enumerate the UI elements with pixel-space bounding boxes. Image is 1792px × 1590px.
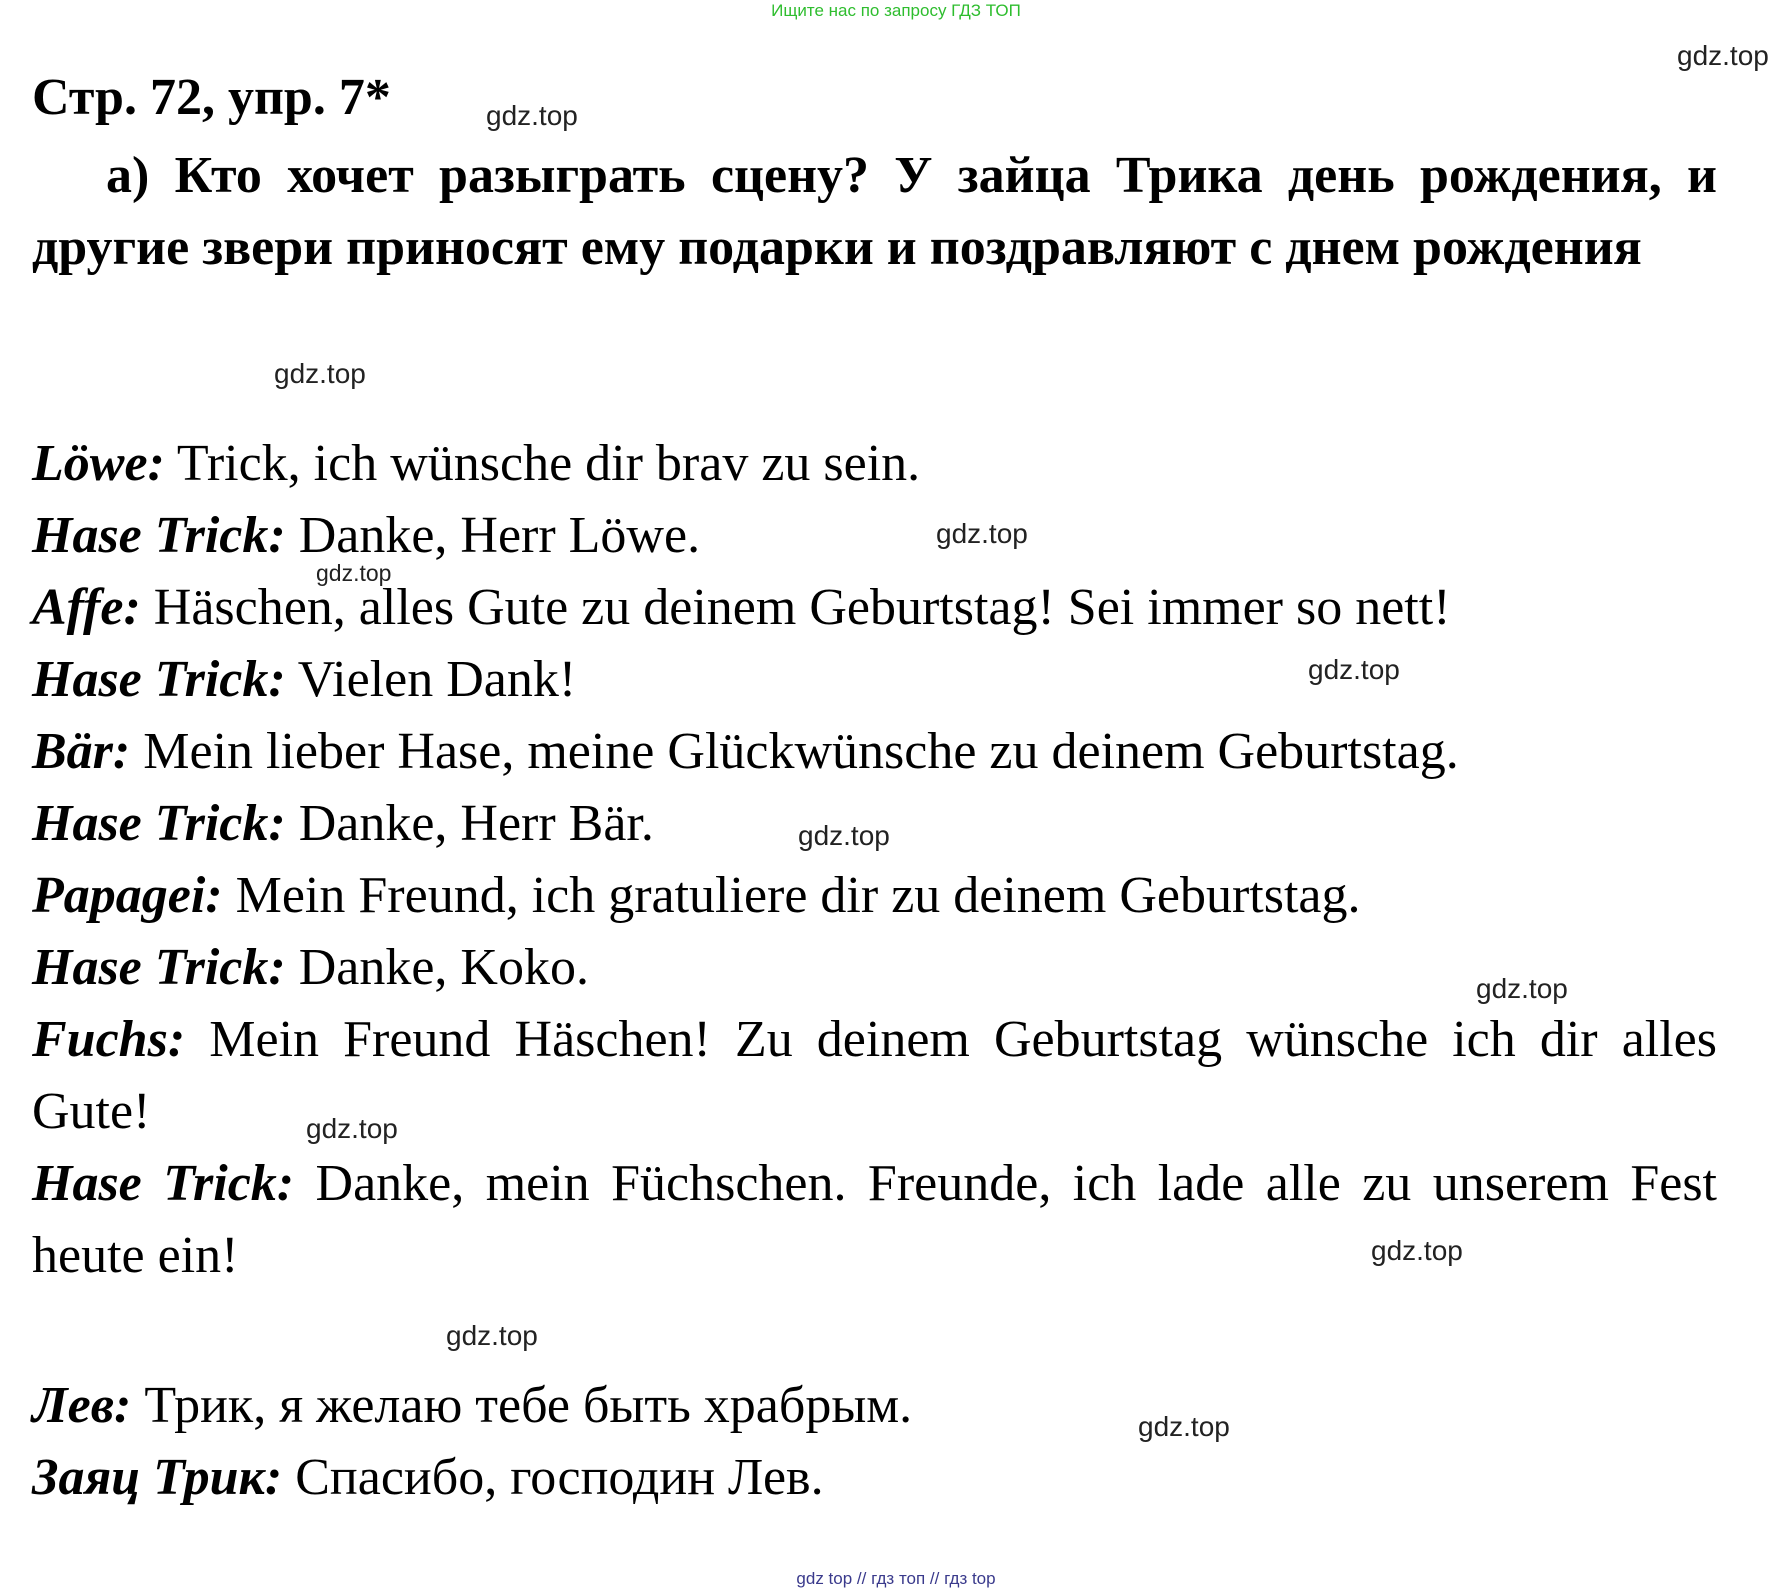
dialogue-line — [32, 860, 1717, 932]
watermark: gdz.top — [1677, 40, 1769, 71]
dialogue-line — [32, 428, 1717, 500]
replica: Danke, Herr Löwe. — [298, 507, 701, 564]
speaker: Hase Trick: — [32, 939, 286, 996]
translation-line — [32, 1370, 1717, 1442]
replica: Danke, Koko. — [298, 939, 589, 996]
speaker: Löwe: — [32, 435, 165, 492]
speaker: Bär: — [32, 723, 131, 780]
exercise-heading: Стр. 72, упр. 7* — [32, 69, 391, 126]
replica: Trick, ich wünsche dir brav zu sein. — [176, 435, 921, 492]
watermark: gdz.top — [486, 100, 578, 131]
watermark: gdz.top — [936, 518, 1028, 549]
task-instruction: а) Кто хочет разыграть сцену? У зайца Трика день рождения, и другие звери приносят ему подарки и поздравляют с днем рождения — [32, 147, 1717, 276]
replica: Danke, mein Füchschen. Freunde, ich lade alle zu unserem Fest heute ein! — [32, 1155, 1718, 1284]
dialogue-line — [32, 1148, 1717, 1292]
dialogue-line — [32, 500, 1717, 572]
speaker: Hase Trick: — [32, 507, 286, 564]
watermark: gdz.top — [1476, 973, 1568, 1004]
speaker: Affe: — [32, 579, 141, 636]
replica: Häschen, alles Gute zu deinem Geburtstag! Sei immer so nett! — [153, 579, 1451, 636]
watermark: gdz.top — [1371, 1235, 1463, 1266]
watermark: gdz.top — [798, 820, 890, 851]
speaker: Hase Trick: — [32, 795, 286, 852]
speaker: Лев: — [32, 1377, 132, 1434]
dialogue-line — [32, 932, 1717, 1004]
watermark: gdz.top — [1138, 1411, 1230, 1442]
replica: Danke, Herr Bär. — [298, 795, 654, 852]
replica: Mein Freund Häschen! Zu deinem Geburtstag wünsche ich dir alles Gute! — [32, 1011, 1718, 1140]
translation-line — [32, 1442, 1717, 1514]
watermark: gdz.top — [274, 358, 366, 389]
speaker: Papagei: — [32, 867, 223, 924]
dialogue-line — [32, 572, 1717, 644]
replica: Трик, я желаю тебе быть храбрым. — [144, 1377, 913, 1434]
speaker: Fuchs: — [32, 1011, 186, 1068]
speaker: Hase Trick: — [32, 1155, 295, 1212]
dialogue-line — [32, 644, 1717, 716]
watermark: gdz.top — [306, 1113, 398, 1144]
watermark: gdz.top — [446, 1320, 538, 1351]
replica: Спасибо, господин Лев. — [295, 1449, 824, 1506]
watermark: gdz.top — [316, 560, 392, 586]
speaker: Hase Trick: — [32, 651, 286, 708]
replica: Vielen Dank! — [297, 651, 577, 708]
replica: Mein Freund, ich gratuliere dir zu deinem Geburtstag. — [235, 867, 1361, 924]
dialogue-line — [32, 1004, 1717, 1148]
footer-watermark: gdz top // гдз топ // гдз top — [796, 1569, 996, 1588]
speaker: Заяц Трик: — [32, 1449, 283, 1506]
watermark: gdz.top — [1308, 654, 1400, 685]
dialogue-line — [32, 716, 1717, 788]
replica: Mein lieber Hase, meine Glückwünsche zu deinem Geburtstag. — [143, 723, 1459, 780]
top-banner: Ищите нас по запросу ГДЗ ТОП — [771, 1, 1021, 20]
